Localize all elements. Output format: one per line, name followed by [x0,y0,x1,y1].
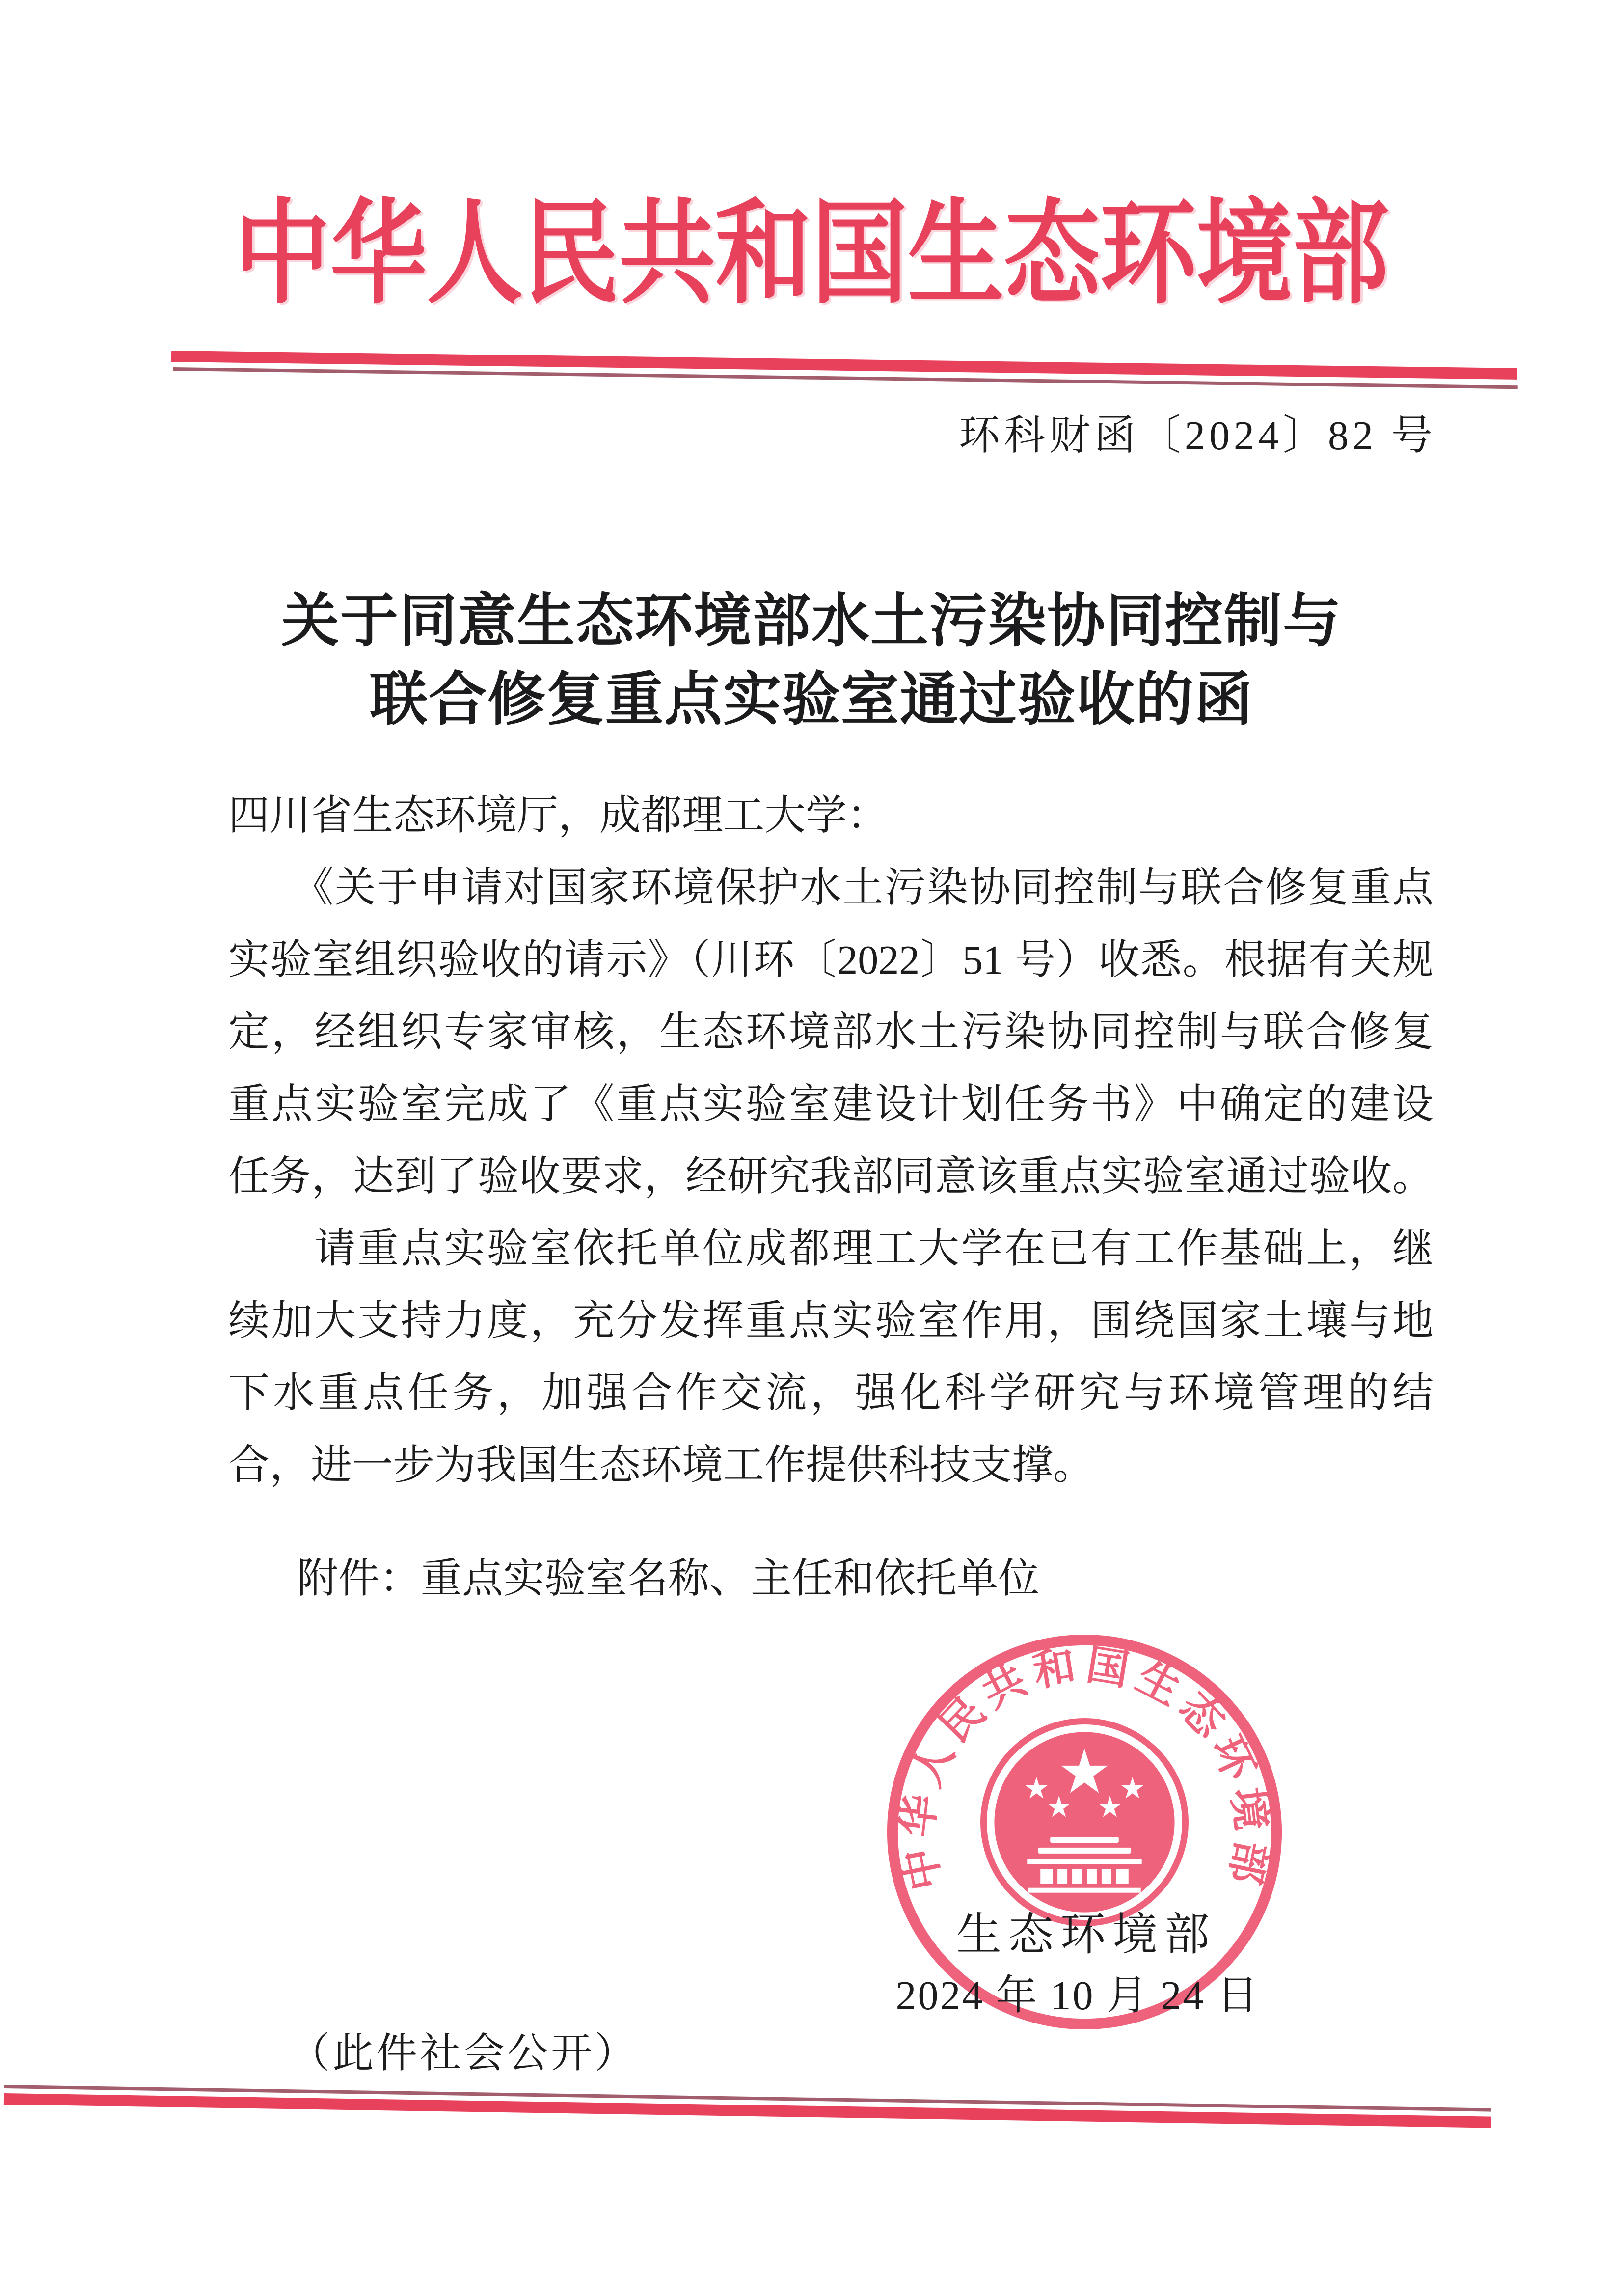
letter-body [228,780,1434,1502]
body-line: 实验室组织验收的请示》（川环〔2022〕51 号）收悉。根据有关规 [228,937,1434,983]
body-line: 定，经组织专家审核，生态环境部水土污染协同控制与联合修复 [228,1010,1434,1055]
letterhead-rule-thick [171,351,1517,380]
signer-agency: 生态环境部 [956,1910,1217,1960]
national-emblem-icon [983,1722,1185,1923]
signature-date: 2024 年 10 月 24 日 [895,1973,1260,2019]
document-title-line-1: 关于同意生态环境部水土污染协同控制与 [281,589,1342,654]
body-line: 重点实验室完成了《重点实验室建设计划任务书》中确定的建设 [228,1082,1434,1127]
body-line: 四川省生态环境厅，成都理工大学： [228,793,889,839]
body-line: 下水重点任务，加强合作交流，强化科学研究与环境管理的结 [228,1370,1434,1416]
document-title [0,582,1623,739]
body-line: 请重点实验室依托单位成都理工大学在已有工作基础上，继 [228,1226,1434,1272]
public-disclosure-note: （此件社会公开） [289,2031,639,2077]
body-line: 合，进一步为我国生态环境工作提供科技支撑。 [228,1443,1095,1488]
seal-ring-text: 中华人民共和国生态环境部 [893,1641,1275,1894]
body-line: 《关于申请对国家环境保护水土污染协同控制与联合修复重点 [228,865,1434,911]
letterhead-agency-title: 中华人民共和国生态环境部 [234,192,1389,318]
document-number: 环科财函〔2024〕82 号 [958,413,1436,459]
body-line: 续加大支持力度，充分发挥重点实验室作用，围绕国家土壤与地 [228,1298,1434,1344]
body-line: 任务，达到了验收要求，经研究我部同意该重点实验室通过验收。 [228,1154,1434,1200]
attachment-note: 附件：重点实验室名称、主任和依托单位 [297,1556,1040,1602]
document-title-line-2: 联合修复重点实验室通过验收的函 [369,668,1253,732]
